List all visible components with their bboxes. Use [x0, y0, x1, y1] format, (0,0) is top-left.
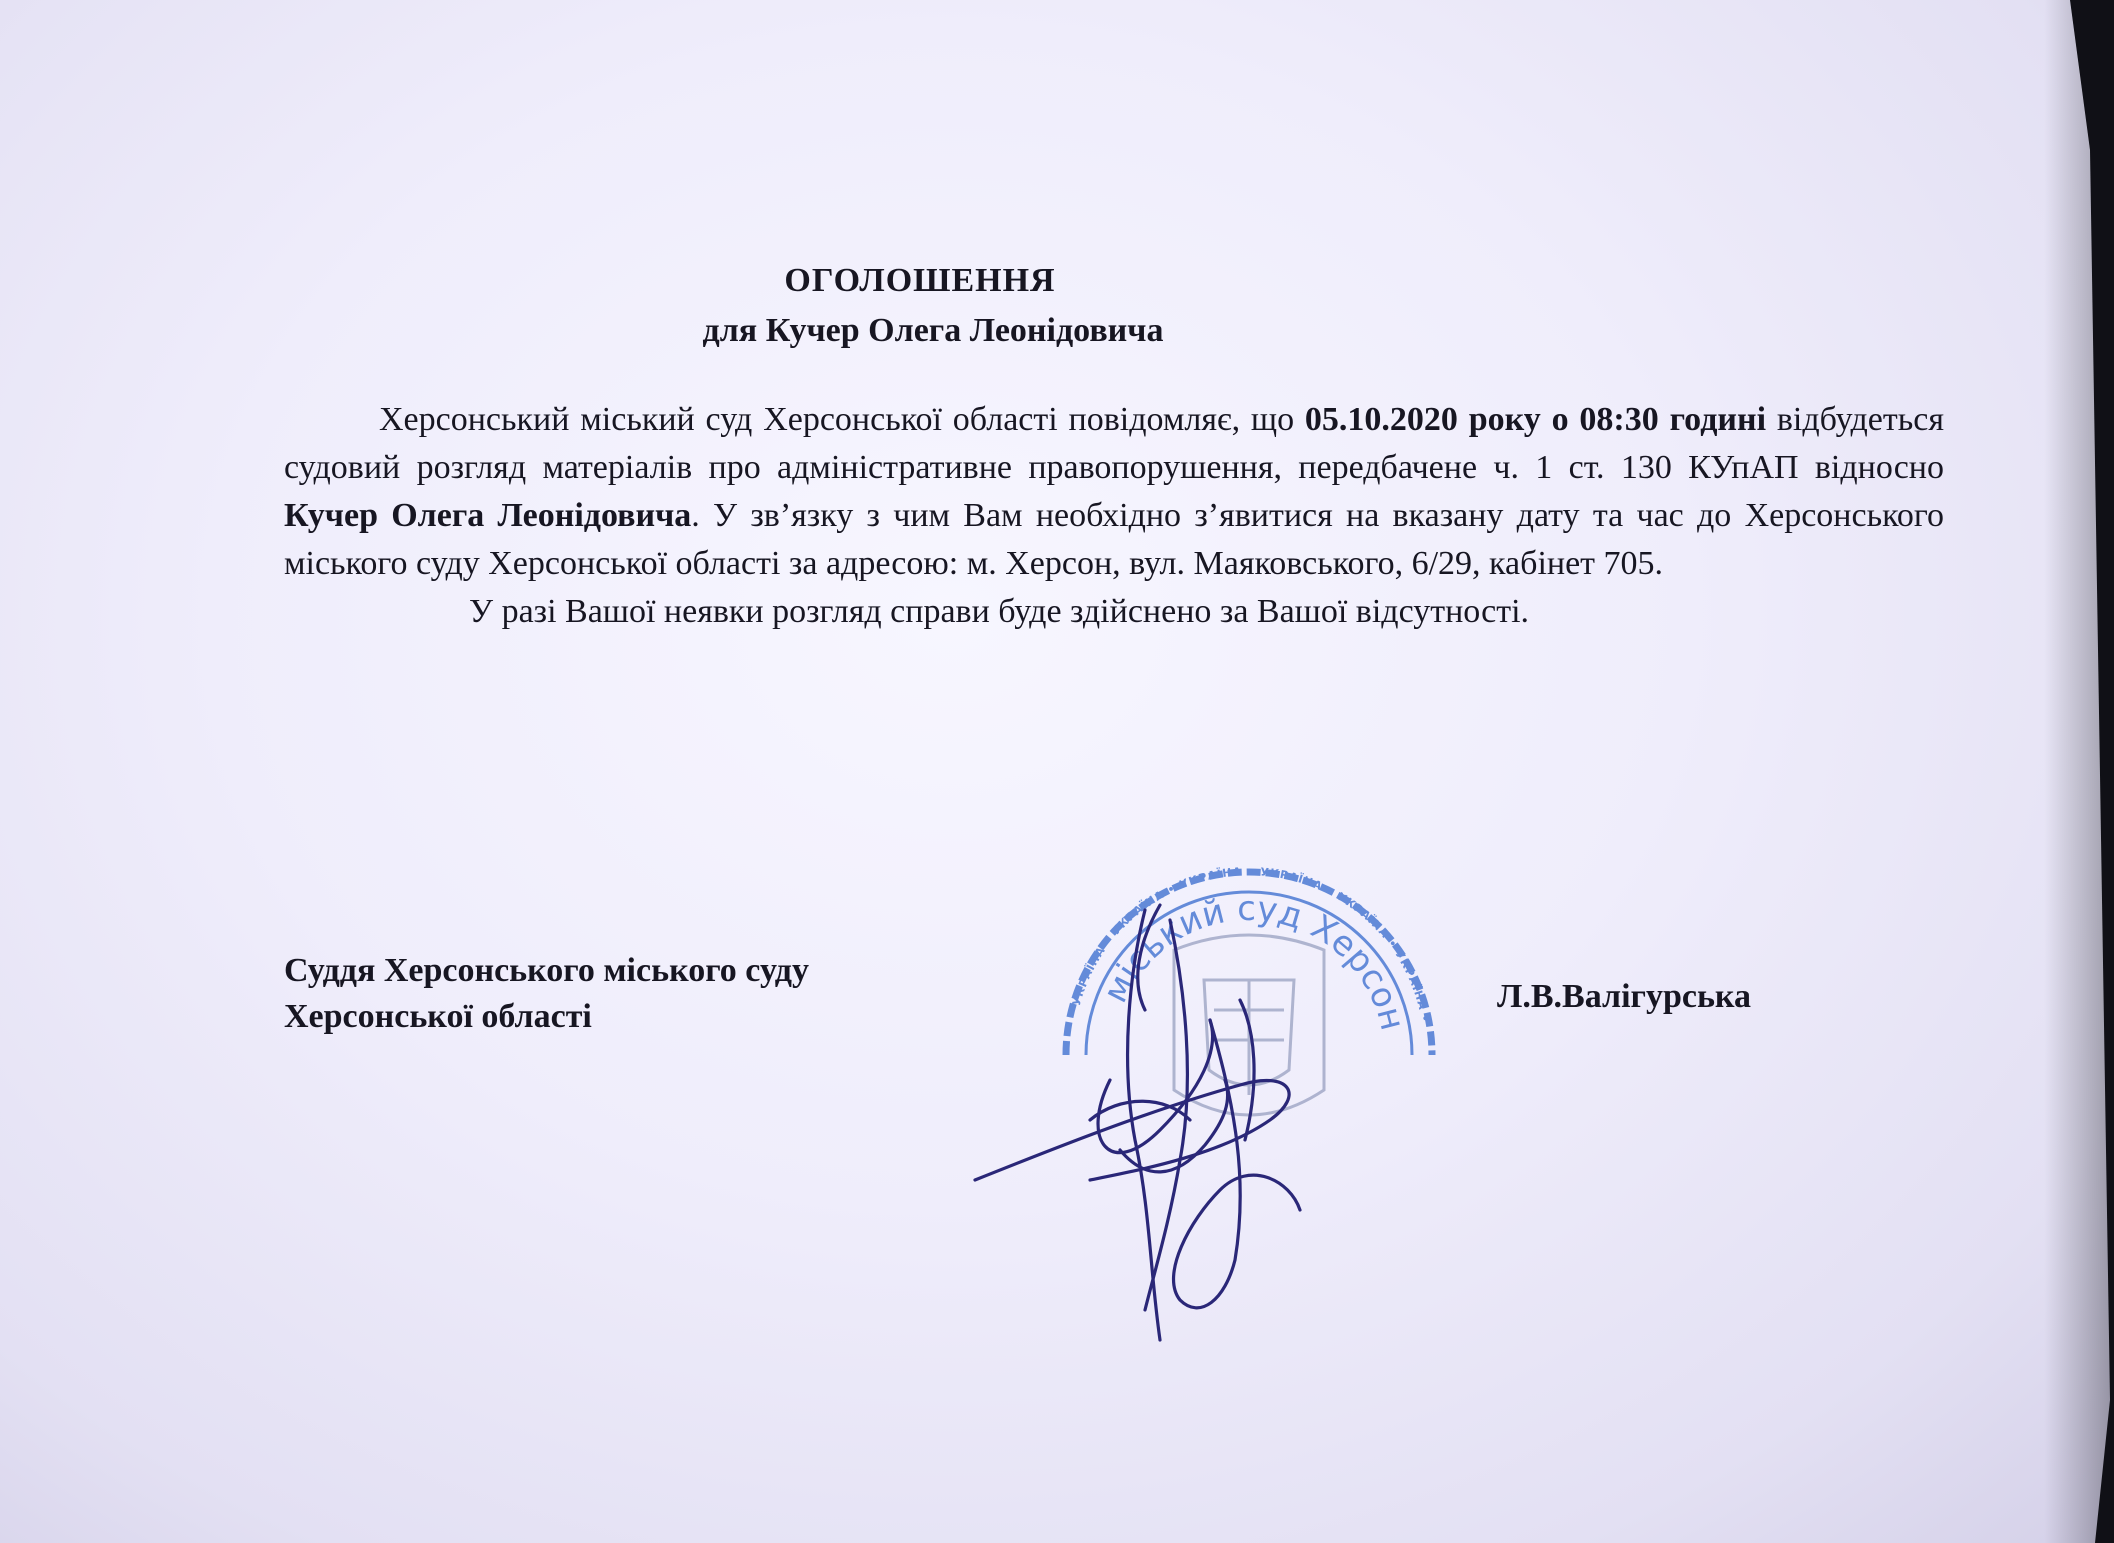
- judge-title-line-2: Херсонської області: [284, 998, 592, 1035]
- p1-text-c: . У зв’язку з чим Вам необхідно з’явитися на вказану дату та час до Херсонського міського суду Херсонської області за адресою: м. Херсон, вул. Маяковського, 6/29, кабінет 705.: [284, 497, 1944, 582]
- defendant-name: Кучер Олега Леонідовича: [284, 497, 692, 534]
- p1-text-a: Херсонський міський суд Херсонської області повідомляє, що: [379, 401, 1305, 438]
- notice-title: ОГОЛОШЕННЯ: [784, 262, 1056, 299]
- notice-body: [284, 396, 1944, 636]
- notice-paragraph-1: [284, 396, 1944, 588]
- notice-paragraph-2: У разі Вашої неявки розгляд справи буде здійснено за Вашої відсутності.: [469, 593, 1530, 630]
- judge-title-line-1: Суддя Херсонського міського суду: [284, 952, 810, 989]
- judge-name: Л.В.Валігурська: [1497, 978, 1752, 1015]
- p1-text-b: відбудеться судовий розгляд матеріалів про адміністративне правопорушення, передбачене ч. 1 ст. 130 КУпАП відносно: [284, 401, 1944, 486]
- judge-title: [284, 948, 809, 1040]
- seal-rim-text: УКРАЇНА • УКРАЇНА • УКРАЇНА • УКРАЇНА • УКРАЇНА • УКРАЇНА •: [1069, 865, 1432, 1024]
- hearing-datetime: 05.10.2020 року о 08:30 годині: [1304, 401, 1767, 438]
- notice-subtitle: для Кучер Олега Леонідовича: [702, 312, 1164, 349]
- seal-court-name: міський суд Херсон: [1095, 888, 1413, 1035]
- judge-signature: [970, 880, 1370, 1350]
